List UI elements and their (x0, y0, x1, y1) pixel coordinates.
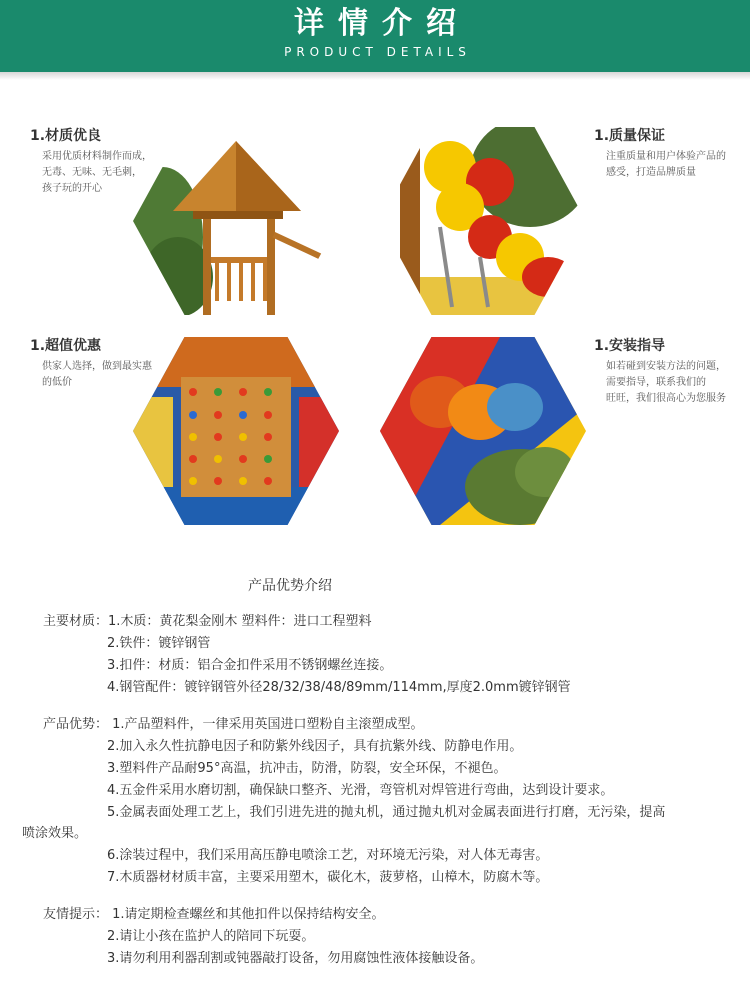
materials-line: 2.铁件：镀锌钢管 (107, 636, 211, 651)
section-title: 产品优势介绍 (248, 578, 332, 594)
advantage-line: 7.木质器材材质丰富，主要采用塑木，碳化木，菠萝格，山樟木，防腐木等。 (107, 870, 549, 885)
advantage-line: 4.五金件采用水磨切割，确保缺口整齐、光滑，弯管机对焊管进行弯曲，达到设计要求。 (107, 783, 614, 798)
advantage-line: 6.涂装过程中，我们采用高压静电喷涂工艺，对环境无污染，对人体无毒害。 (107, 848, 549, 863)
materials-line: 4.钢管配件：镀锌钢管外径28/32/38/48/89mm/114mm,厚度2.0mm镀锌钢管 (107, 680, 571, 695)
feature-title: 1.质量保证 (594, 128, 666, 144)
tip-line: 2.请让小孩在监护人的陪同下玩耍。 (107, 929, 315, 944)
advantage-line: 2.加入永久性抗静电因子和防紫外线因子，具有抗紫外线、防静电作用。 (107, 739, 523, 754)
feature-desc-line: 采用优质材料制作而成， (42, 151, 152, 162)
materials-line: 3.扣件：材质：铝合金扣件采用不锈钢螺丝连接。 (107, 658, 393, 673)
header-divider (0, 72, 750, 80)
feature-desc-line: 如若碰到安装方法的问题， (606, 361, 726, 372)
slide-exit-image (380, 337, 586, 525)
feature-title: 1.材质优良 (30, 128, 102, 144)
feature-desc-line: 供家人选择，做到最实惠 (42, 361, 152, 372)
tip-line: 友情提示： 1.请定期检查螺丝和其他扣件以保持结构安全。 (43, 907, 385, 922)
tip-line: 3.请勿利用利器刮割或钝器敲打设备，勿用腐蚀性液体接触设备。 (107, 951, 484, 966)
advantage-line: 喷涂效果。 (22, 826, 88, 841)
materials-line: 主要材质：1.木质：黄花梨金刚木 塑料件：进口工程塑料 (43, 614, 372, 629)
feature-desc-line: 注重质量和用户体验产品的 (606, 151, 726, 162)
feature-value (30, 337, 152, 391)
feature-material (30, 127, 152, 197)
feature-install (594, 337, 726, 407)
advantage-line: 产品优势： 1.产品塑料件，一律采用英国进口塑粉自主滚塑成型。 (43, 717, 424, 732)
feature-desc-line: 孩子玩的开心 (42, 183, 102, 194)
advantage-line: 3.塑料件产品耐95°高温，抗冲击，防滑，防裂，安全环保，不褪色。 (107, 761, 507, 776)
feature-title: 1.超值优惠 (30, 338, 102, 354)
header-subtitle: PRODUCT DETAILS (284, 45, 471, 59)
feature-desc-line: 的低价 (42, 377, 72, 388)
feature-desc-line: 旺旺，我们很高心为您服务 (606, 393, 726, 404)
advantage-line: 5.金属表面处理工艺上，我们引进先进的抛丸机，通过抛丸机对金属表面进行打磨，无污染，提高 (107, 805, 666, 820)
feature-desc-line: 需要指导，联系我们的 (606, 377, 706, 388)
page-header (0, 0, 750, 72)
wooden-gazebo-image (133, 127, 339, 315)
feature-desc-line: 无毒、无味、无毛刺， (42, 167, 142, 178)
climbing-wall-image (133, 337, 339, 525)
feature-quality (594, 127, 726, 181)
tube-slide-image (380, 127, 586, 315)
header-title: 详情介绍 (294, 6, 470, 41)
feature-title: 1.安装指导 (594, 338, 666, 354)
feature-desc-line: 感受，打造品牌质量 (606, 167, 696, 178)
